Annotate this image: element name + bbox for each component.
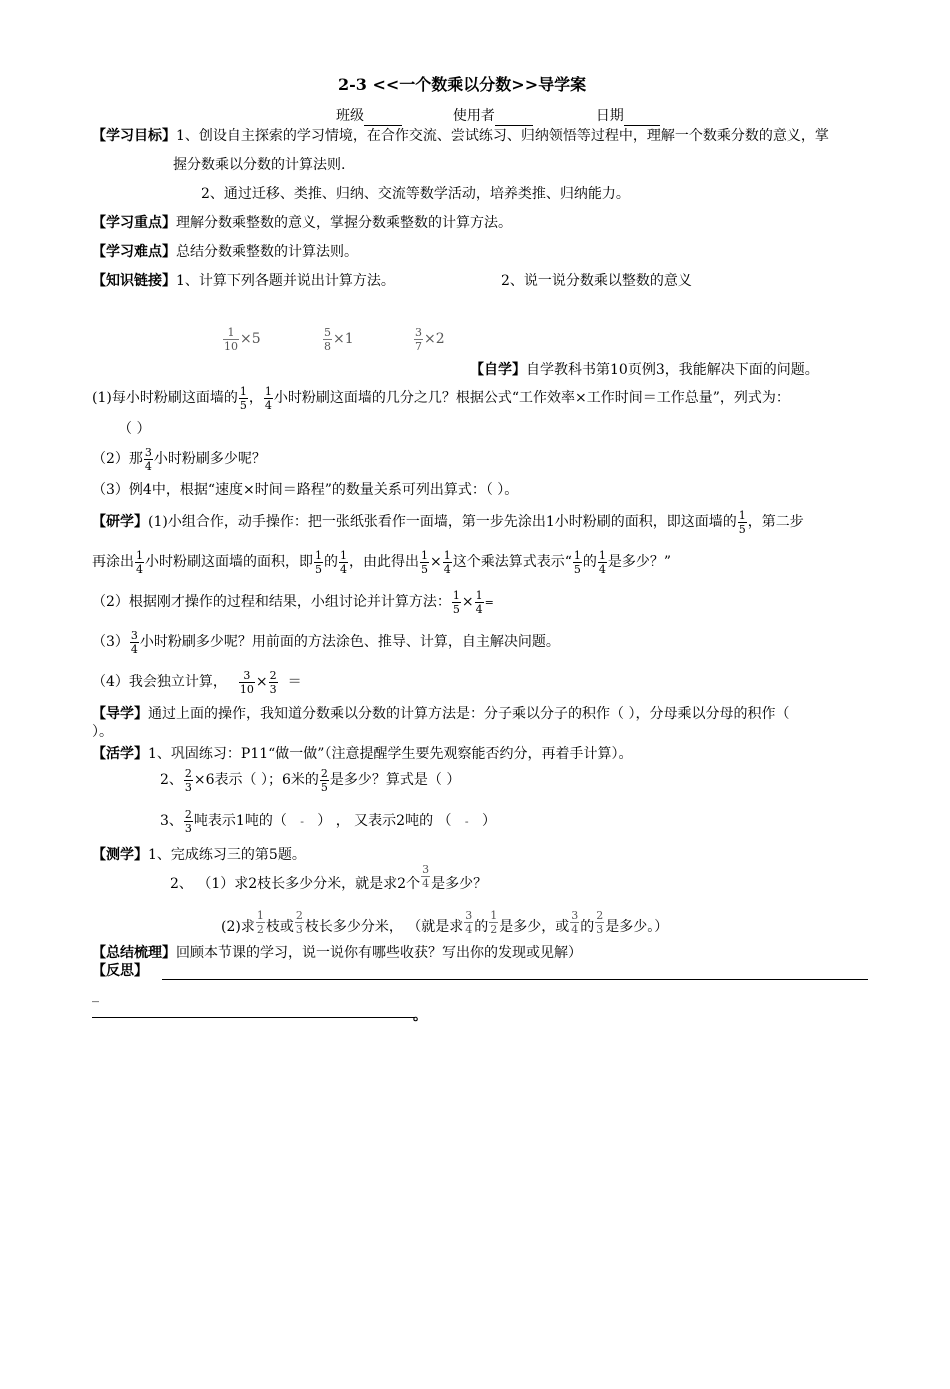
reflect-line-1[interactable] [162, 979, 868, 980]
fraction: $\frac{3}{4}$ [130, 628, 138, 656]
fraction: $\frac{1}{4}$ [340, 548, 347, 576]
fraction: $\frac{3}{10}$ [239, 668, 254, 696]
fraction: $\frac{1}{4}$ [443, 548, 451, 576]
fraction: $\frac{5}{8}$ [324, 325, 331, 353]
fraction: $\frac{1}{4}$ [475, 588, 483, 616]
self-q2: （2）那 $\frac{3}{4}$ 小时粉刷多少呢？ [92, 445, 266, 473]
fraction: $\frac{1}{5}$ [239, 384, 247, 412]
fraction: $\frac{1}{4}$ [136, 548, 143, 576]
research-line1: 【研学】(1)小组合作，动手操作：把一张纸张看作一面墙，第一步先涂出1小时粉刷的面积，即这面墙的 $\frac{1}{5}$ ，第二步 [92, 508, 804, 536]
fraction: $\frac{3}{4}$ [465, 908, 473, 936]
apply-line1: 【活学】1、巩固练习：P11“做一做”（注意提醒学生要先观察能否约分，再着手计算）。 [92, 746, 633, 762]
fraction: $\frac{2}{3}$ [184, 807, 192, 835]
objectives-label: 【学习目标】 [92, 128, 176, 144]
fraction: $\frac{1}{4}$ [598, 548, 606, 576]
fraction: $\frac{1}{5}$ [738, 508, 746, 536]
self-q1-answer[interactable]: （ ） [118, 421, 151, 437]
user-label: 使用者 [452, 108, 495, 124]
page-title: 2-3 <<一个数乘以分数>>导学案 [338, 75, 587, 94]
summary: 【总结梳理】回顾本节课的学习，说一说你有哪些收获？写出你的发现或见解） [92, 945, 582, 961]
fraction: $\frac{3}{4}$ [144, 445, 152, 473]
research-line5: （4）我会独立计算， $\frac{3}{10}$ × $\frac{2}{3}$ ＝ [92, 668, 302, 696]
link-expr-1: $\frac{1}{10}$ ×5 [224, 325, 261, 353]
research-line3: （2）根据刚才操作的过程和结果，小组讨论并计算方法： $\frac{1}{5}$ × $\frac{1}{4}$ = [92, 588, 494, 616]
objectives-line2: 握分数乘以分数的计算法则. [173, 157, 346, 173]
test-line3: (2)求 $\frac{1}{2}$ 枝或 $\frac{2}{3}$ 枝长多少分米， （就是求 $\frac{3}{4}$ 的 $\frac{1}{2}$ 是多少，或 $\frac{3}{4}$ 的 $\frac{2}{3}$ 是多少。） [221, 908, 669, 936]
fraction: $\frac{3}{4}$ [422, 862, 430, 890]
guide: 【导学】通过上面的操作，我知道分数乘以分数的计算方法是：分子乘以分子的积作（ ），分母乘以分母的积作（ [92, 706, 790, 722]
apply-line3: 3、 $\frac{2}{3}$ 吨表示1吨的（ - ） ， 又表示2吨的 （ - ） [160, 807, 496, 835]
difficulty: 【学习难点】总结分数乘整数的计算法则。 [92, 244, 358, 260]
objectives-line1: 【学习目标】1、创设自主探索的学习情境，在合作交流、尝试练习、归纳领悟等过程中，理解一个数乘分数的意义，掌 [92, 128, 829, 144]
guide-tail: ）。 [92, 724, 113, 740]
fraction: $\frac{1}{5}$ [315, 548, 322, 576]
keypoint: 【学习重点】理解分数乘整数的意义，掌握分数乘整数的计算方法。 [92, 215, 512, 231]
fraction: $\frac{3}{4}$ [571, 908, 579, 936]
reflect-end: 。 [413, 1008, 427, 1024]
reflect-line-2[interactable] [92, 1017, 415, 1018]
knowledge-link-q2: 2、说一说分数乘以整数的意义 [501, 273, 692, 289]
apply-line2: 2、 $\frac{2}{3}$ ×6表示（ ）；6米的 $\frac{2}{5}$ 是多少？算式是（ ） [160, 766, 461, 794]
research-line2: 再涂出 $\frac{1}{4}$ 小时粉刷这面墙的面积，即 $\frac{1}{5}$ 的 $\frac{1}{4}$ ，由此得出 $\frac{1}{5}$ × $\frac{1}{4}$ 这个乘法算式表示“ $\frac{1}{5}$ 的 $\frac{1}{4}$ 是多少？” [92, 548, 672, 576]
reflect: 【反思】 [92, 963, 148, 979]
fraction: $\frac{1}{4}$ [264, 384, 272, 412]
test-line1: 【测学】1、完成练习三的第5题。 [92, 847, 306, 863]
test-line2: 2、 （1）求2枝长多少分米，就是求2个 $\frac{3}{4}$ 是多少？ [170, 862, 488, 892]
objectives-line3: 2、通过迁移、类推、归纳、交流等数学活动，培养类推、归纳能力。 [201, 186, 630, 202]
fraction: $\frac{1}{10}$ [224, 325, 238, 353]
fraction: $\frac{1}{5}$ [421, 548, 428, 576]
link-expr-3: $\frac{3}{7}$ ×2 [415, 325, 445, 353]
fraction: $\frac{2}{5}$ [320, 766, 328, 794]
self-q3: （3）例4中，根据“速度×时间＝路程”的数量关系可列出算式：（ ）。 [92, 482, 519, 498]
fraction: $\frac{1}{5}$ [573, 548, 581, 576]
knowledge-link: 【知识链接】1、计算下列各题并说出计算方法。 [92, 273, 395, 289]
fraction: $\frac{2}{3}$ [269, 668, 277, 696]
meta-row [336, 106, 660, 126]
date-label: 日期 [595, 108, 624, 124]
fraction: $\frac{3}{7}$ [415, 325, 422, 353]
fraction: $\frac{1}{5}$ [452, 588, 460, 616]
class-label: 班级 [336, 108, 364, 124]
link-expr-2: $\frac{5}{8}$ ×1 [324, 325, 354, 353]
fraction: $\frac{1}{2}$ [256, 908, 264, 936]
self-q1: (1)每小时粉刷这面墙的 $\frac{1}{5}$ ， $\frac{1}{4}$ 小时粉刷这面墙的几分之几？根据公式“工作效率×工作时间＝工作总量”，列式为： [92, 384, 790, 412]
fraction: $\frac{2}{3}$ [184, 766, 192, 794]
fraction: $\frac{2}{3}$ [295, 908, 303, 936]
research-line4: （3） $\frac{3}{4}$ 小时粉刷多少呢？用前面的方法涂色、推导、计算，自主解决问题。 [92, 628, 560, 656]
self-study: 【自学】自学教科书第10页例3，我能解决下面的问题。 [470, 362, 819, 378]
reflect-dash: _ [92, 987, 99, 1003]
fraction: $\frac{1}{2}$ [490, 908, 498, 936]
fraction: $\frac{2}{3}$ [596, 908, 604, 936]
